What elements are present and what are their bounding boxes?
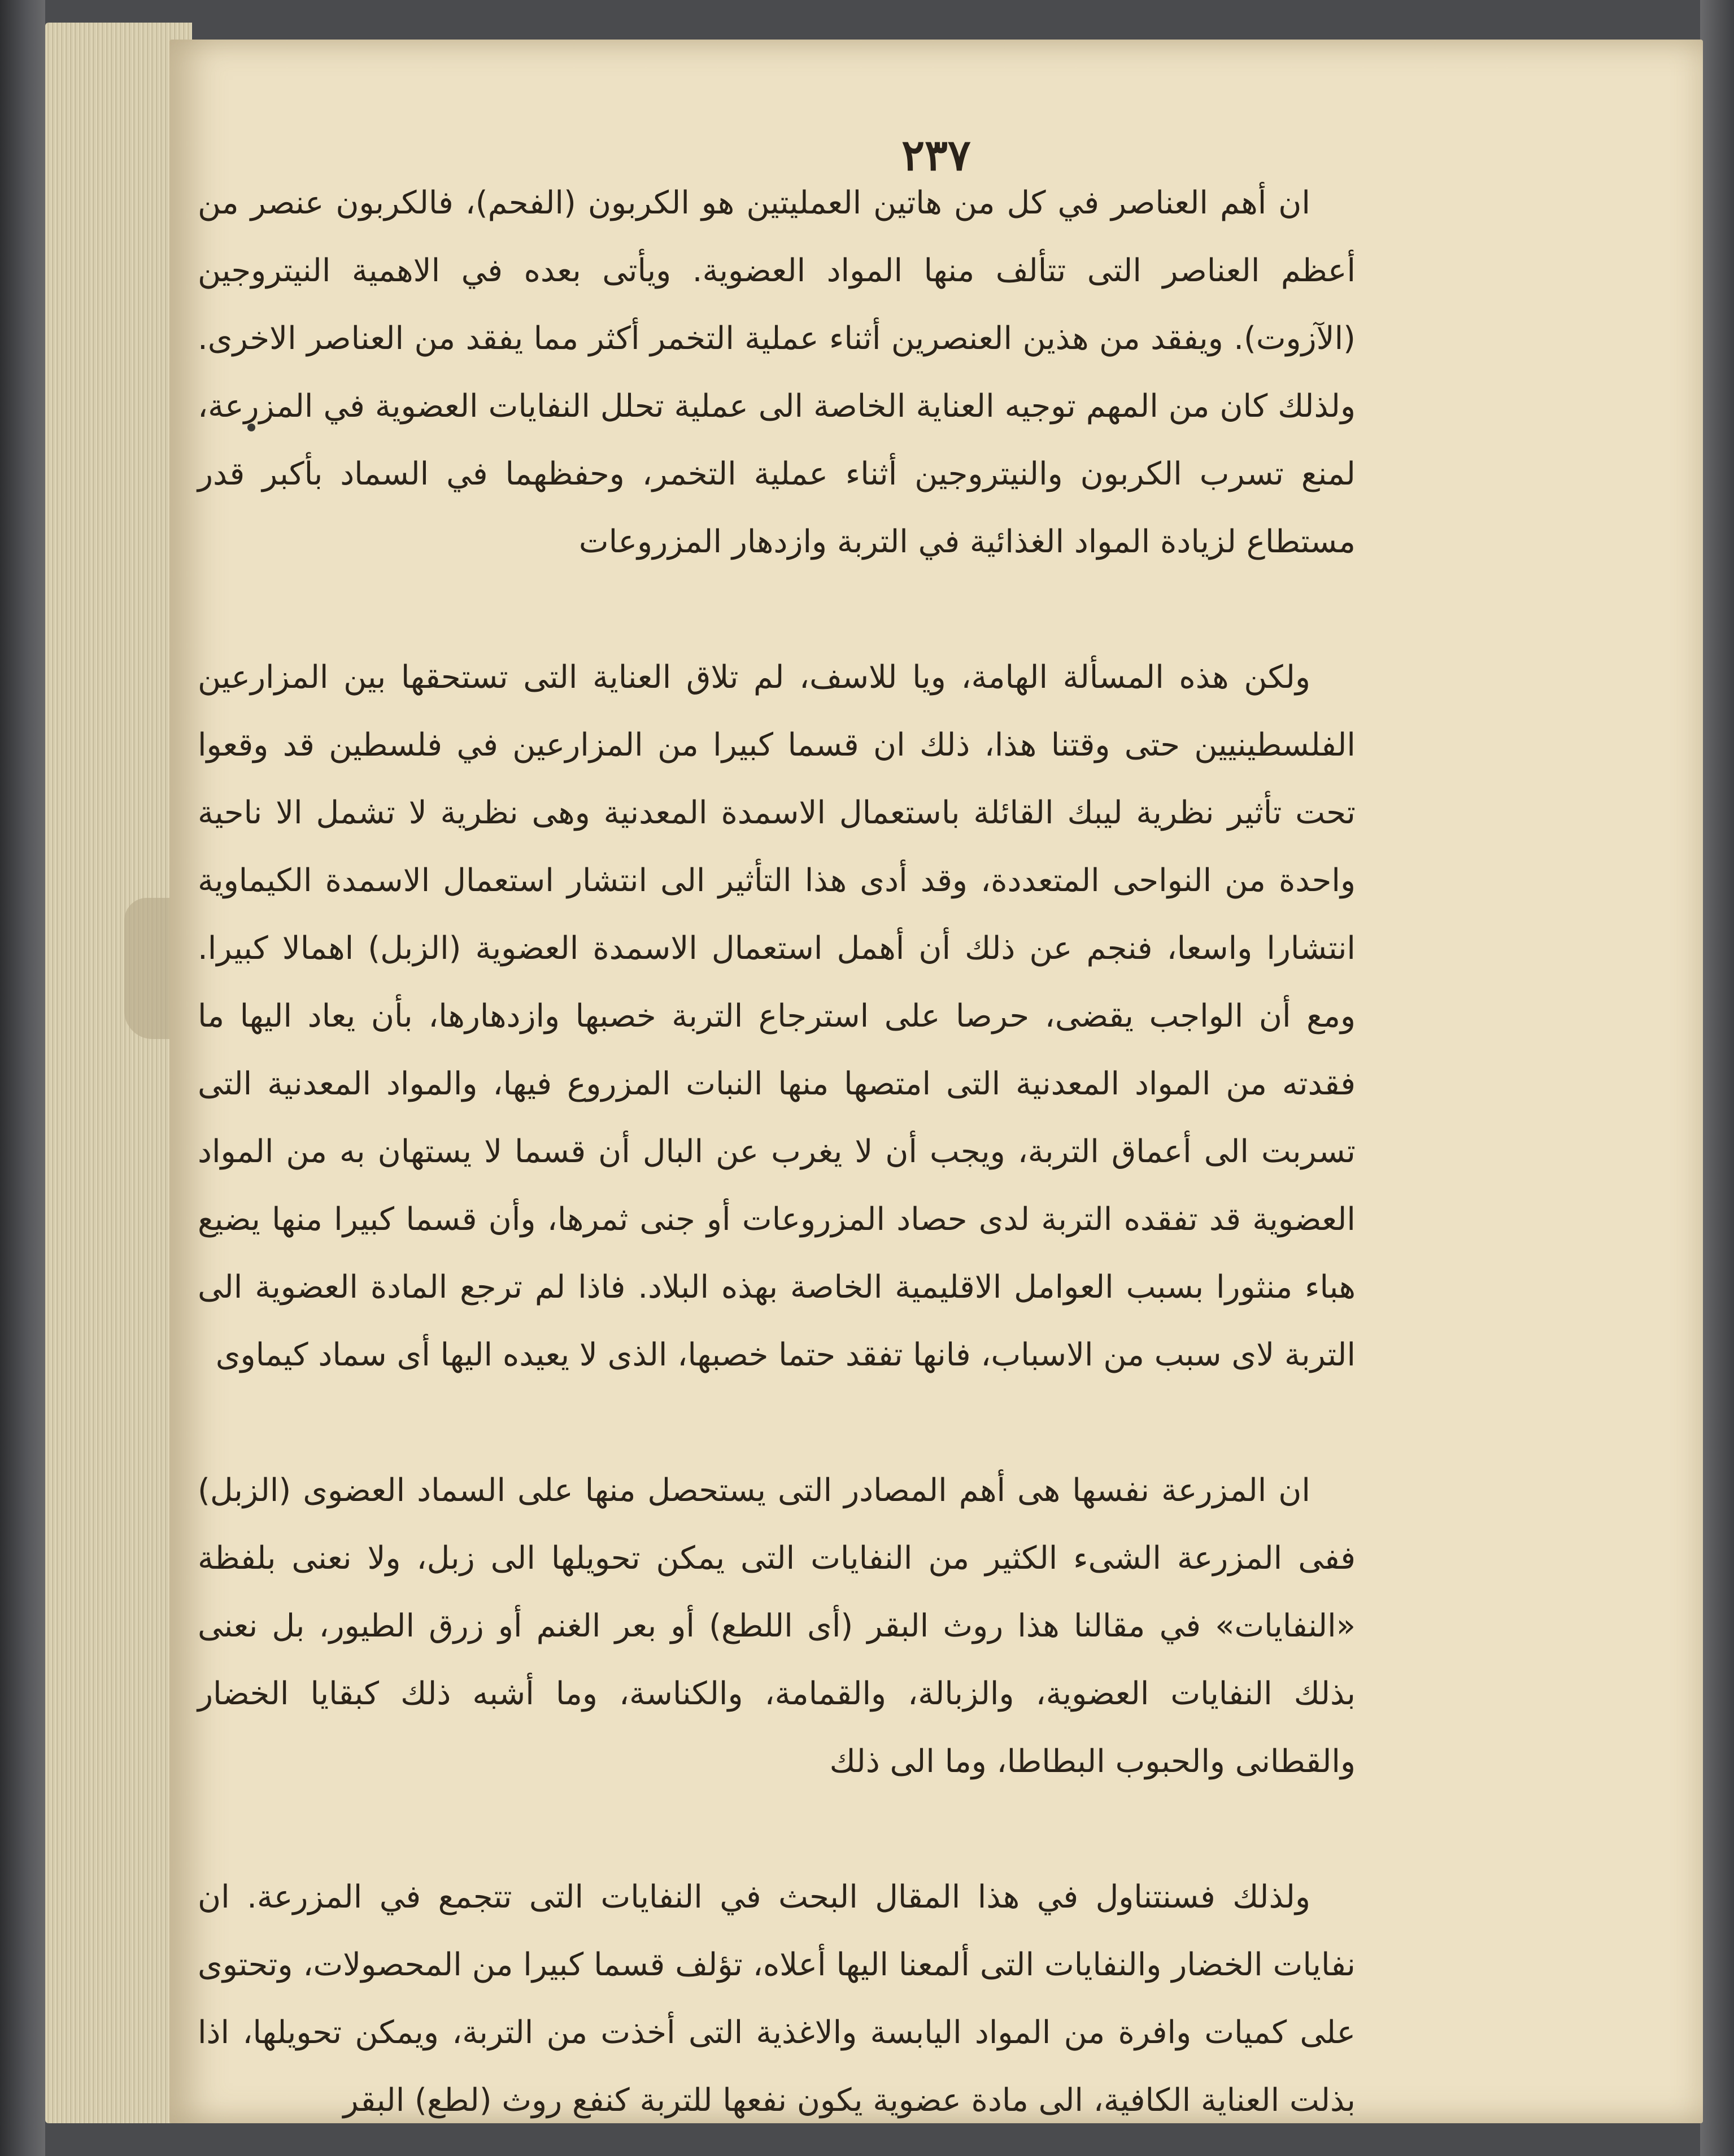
paragraph-3: ان المزرعة نفسها هى أهم المصادر التى يستحصل منها على السماد العضوى (الزبل) ففى المزرعة الشىء الكثير من النفايات التى يمكن تحويلها الى زبل، ولا نعنى بلفظة «النفايات» في مقالنا هذا روث البقر (أى اللطع) أو بعر الغنم أو زرق الطيور، بل نعنى بذلك النفايات العضوية، والزبالة، والقمامة، والكناسة، وما أشبه ذلك كبقايا الخضار والقطانى والحبوب البطاطا، وما الى ذلك xyxy=(198,1472,1356,1780)
page-number: ٢٣٧ xyxy=(901,130,971,180)
page-body xyxy=(198,169,1356,2135)
book-cover-edge xyxy=(0,0,45,2156)
paragraph-1: ان أهم العناصر في كل من هاتين العمليتين هو الكربون (الفحم)، فالكربون عنصر من أعظم العناصر التى تتألف منها المواد العضوية. ويأتى بعده في الاهمية النيتروجين (الآزوت). ويفقد من هذين العنصرين أثناء عملية التخمر أكثر مما يفقد من العناصر الاخرى. ولذلك كان من المهم توجيه العناية الخاصة الى عملية تحلل النفايات العضوية في المزرعة، لمنع تسرب الكربون والنيتروجين أثناء عملية التخمر، وحفظهما في السماد بأكبر قدر مستطاع لزيادة المواد الغذائية في التربة وازدهار المزروعات xyxy=(198,185,1356,560)
paragraph-2: ولكن هذه المسألة الهامة، ويا للاسف، لم تلاق العناية التى تستحقها بين المزارعين الفلسطينيين حتى وقتنا هذا، ذلك ان قسما كبيرا من المزارعين في فلسطين قد وقعوا تحت تأثير نظرية ليبك القائلة باستعمال الاسمدة المعدنية وهى نظرية لا تشمل الا ناحية واحدة من النواحى المتعددة، وقد أدى هذا التأثير الى انتشار استعمال الاسمدة الكيماوية انتشارا واسعا، فنجم عن ذلك أن أهمل استعمال الاسمدة العضوية (الزبل) اهمالا كبيرا. ومع أن الواجب يقضى، حرصا على استرجاع التربة خصبها وازدهارها، بأن يعاد اليها ما فقدته من المواد المعدنية التى امتصها منها النبات المزروع فيها، والمواد المعدنية التى تسربت الى أعماق التربة، ويجب أن لا يغرب عن البال أن قسما لا يستهان به من المواد العضوية قد تفقده التربة لدى حصاد المزروعات أو جنى ثمرها، وأن قسما كبيرا منها يضيع هباء منثورا بسبب العوامل الاقليمية الخاصة بهذه البلاد. فاذا لم ترجع المادة العضوية الى التربة لاى سبب من الاسباب، فانها تفقد حتما خصبها، الذى لا يعيده اليها أى سماد كيماوى xyxy=(198,659,1356,1373)
paragraph-4: ولذلك فسنتناول في هذا المقال البحث في النفايات التى تتجمع في المزرعة. ان نفايات الخضار والنفايات التى ألمعنا اليها أعلاه، تؤلف قسما كبيرا من المحصولات، وتحتوى على كميات وافرة من المواد اليابسة والاغذية التى أخذت من التربة، ويمكن تحويلها، اذا بذلت العناية الكافية، الى مادة عضوية يكون نفعها للتربة كنفع روث (لطع) البقر xyxy=(198,1879,1356,2119)
scan-background-edge xyxy=(1700,0,1734,2156)
